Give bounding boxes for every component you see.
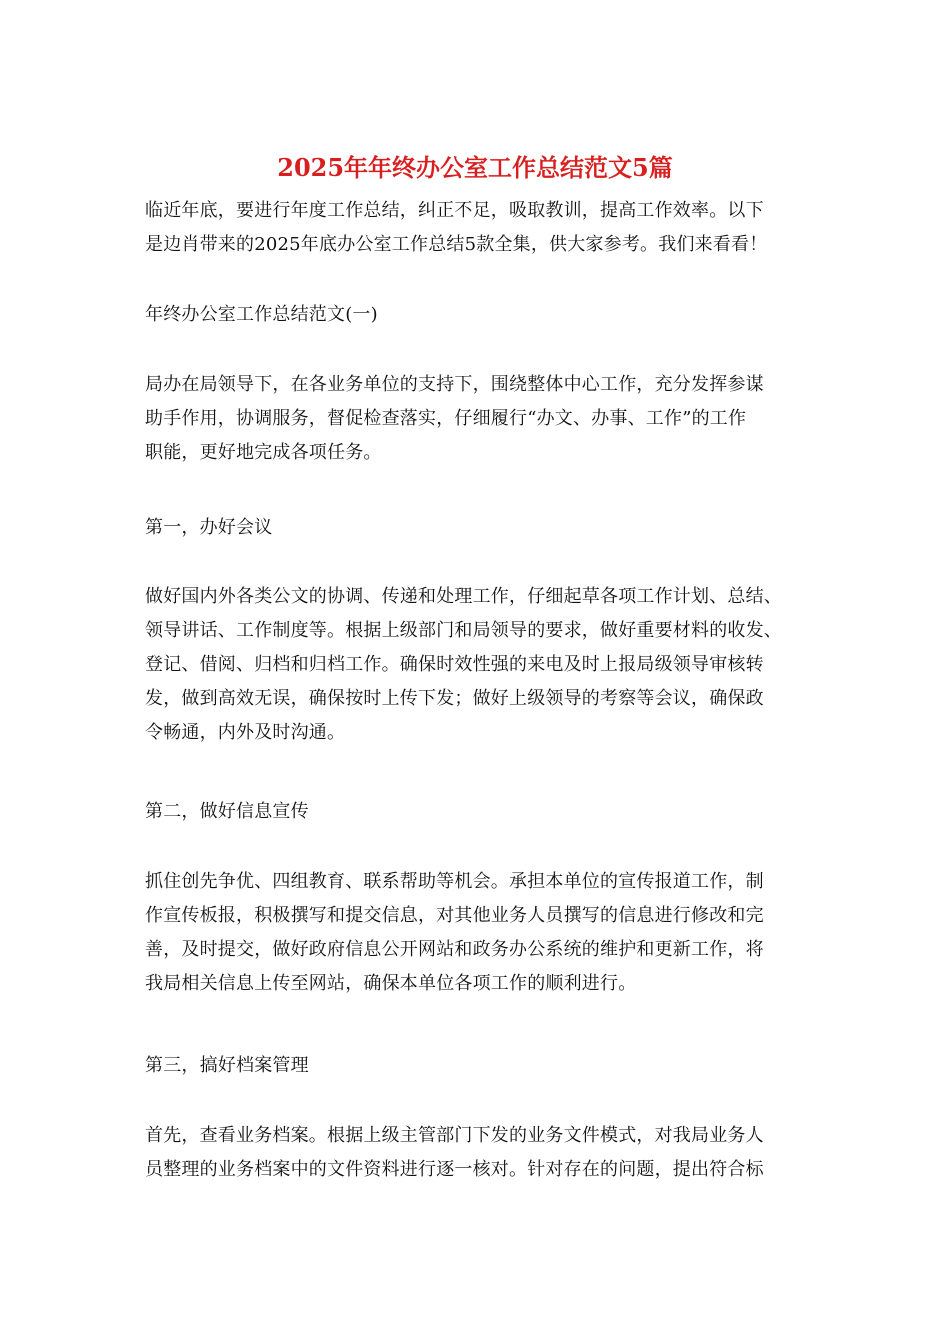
text-line: 局办在局领导下，在各业务单位的支持下，围绕整体中心工作，充分发挥参谋: [145, 374, 764, 395]
text-line: 临近年底，要进行年度工作总结，纠正不足，吸取教训，提高工作效率。以下: [145, 200, 764, 221]
text-line: 领导讲话、工作制度等。根据上级部门和局领导的要求，做好重要材料的收发、: [145, 620, 782, 641]
heading-3: [145, 1049, 810, 1083]
paragraph-4: [145, 1119, 810, 1187]
text-line: 令畅通，内外及时沟通。: [145, 722, 346, 743]
heading-text: 第一，办好会议: [145, 517, 273, 538]
text-line: 善，及时提交，做好政府信息公开网站和政务办公系统的维护和更新工作，将: [145, 939, 764, 960]
text-line: 做好国内外各类公文的协调、传递和处理工作，仔细起草各项工作计划、总结、: [145, 586, 782, 607]
text-line: 我局相关信息上传至网站，确保本单位各项工作的顺利进行。: [145, 973, 637, 994]
paragraph-2: [145, 580, 810, 750]
intro-paragraph: [145, 194, 810, 262]
paragraph-3: [145, 865, 810, 1001]
section-heading-text: 年终办公室工作总结范文(一): [145, 304, 378, 325]
text-line: 员整理的业务档案中的文件资料进行逐一核对。针对存在的问题，提出符合标: [145, 1159, 764, 1180]
paragraph-1: [145, 368, 810, 470]
heading-text: 第三，搞好档案管理: [145, 1055, 309, 1076]
text-line: 发，做到高效无误，确保按时上传下发；做好上级领导的考察等会议，确保政: [145, 688, 764, 709]
heading-text: 第二，做好信息宣传: [145, 801, 309, 822]
text-line: 登记、借阅、归档和归档工作。确保时效性强的来电及时上报局级领导审核转: [145, 654, 764, 675]
text-line: 首先，查看业务档案。根据上级主管部门下发的业务文件模式，对我局业务人: [145, 1125, 764, 1146]
text-line: 是边肖带来的2025年底办公室工作总结5款全集，供大家参考。我们来看看！: [145, 234, 768, 255]
section-heading: [145, 298, 810, 332]
heading-1: [145, 511, 810, 545]
text-line: 作宣传板报，积极撰写和提交信息，对其他业务人员撰写的信息进行修改和完: [145, 905, 764, 926]
document-title: 2025年年终办公室工作总结范文5篇: [277, 153, 673, 182]
text-line: 职能，更好地完成各项任务。: [145, 442, 382, 463]
text-line: 抓住创先争优、四组教育、联系帮助等机会。承担本单位的宣传报道工作，制: [145, 871, 764, 892]
heading-2: [145, 795, 810, 829]
text-line: 助手作用，协调服务，督促检查落实，仔细履行“办文、办事、工作”的工作: [145, 408, 747, 429]
